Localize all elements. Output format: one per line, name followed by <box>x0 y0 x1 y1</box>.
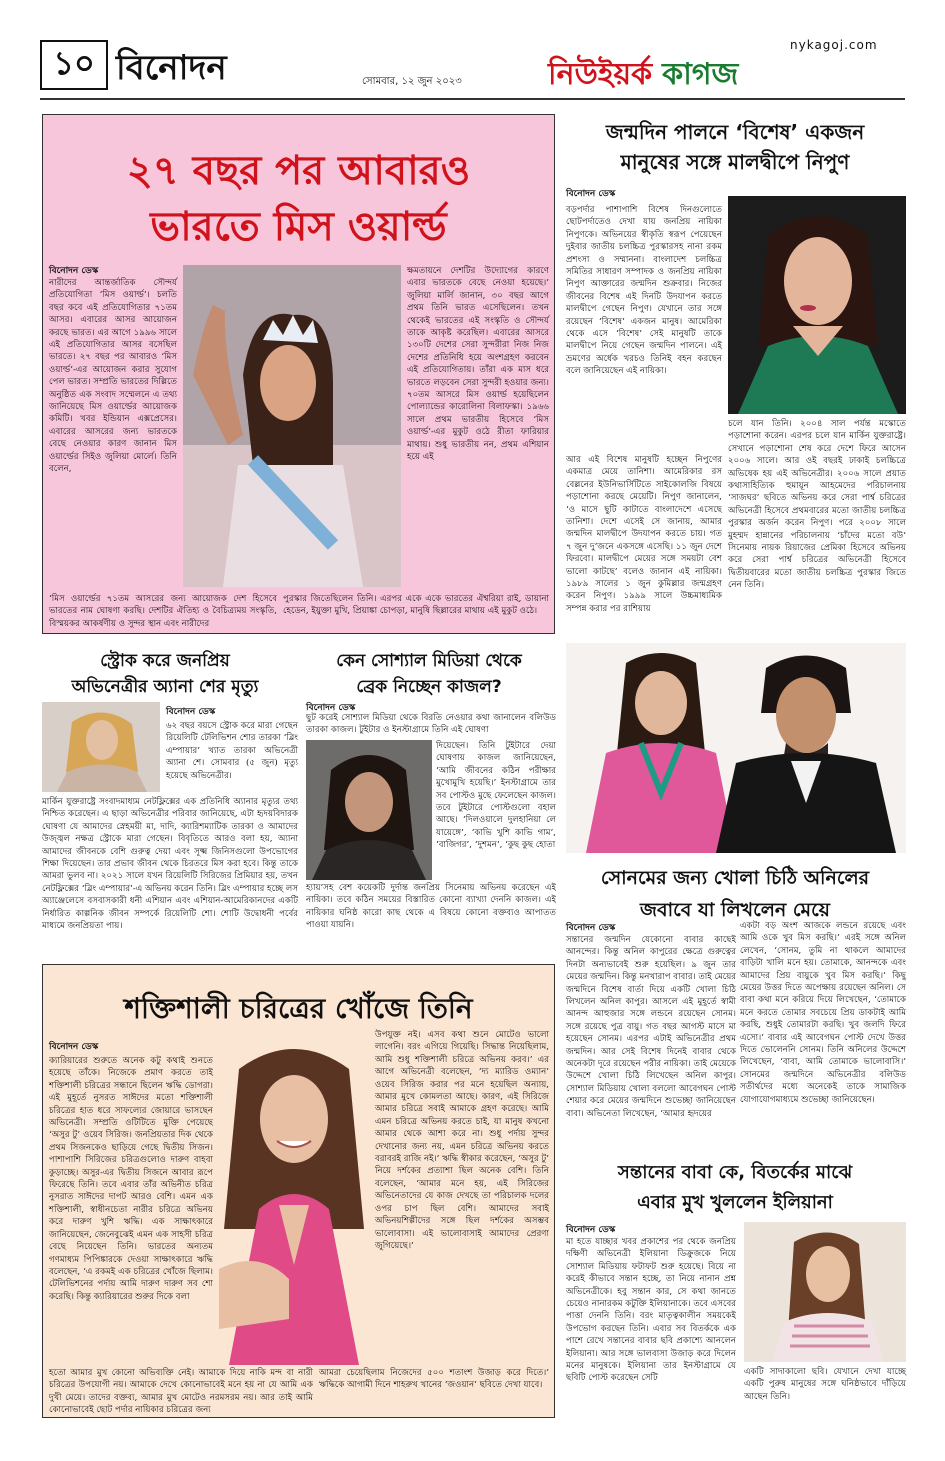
shakti-col-wide: হতো আমার মুখ কোনো অভিব্যক্তি নেই। আমাকে দিয়ে নাকি মন্দ বা নারী চরিত্রের উপযোগী নয়। আমাকে দেখে কোনোভাবেই মনে হয় না যে আমি এক দুখী মেয়ে। তাদের বক্তব্য, আমার মুখ মোটেও নরমসরম নয়। আর তাই আমি কোনোভাবেই ছোট পর্দার নায়িকার চরিত্রের জন্য <box>49 1368 313 1416</box>
sonam-headline-1: সোনমের জন্য খোলা চিঠি অনিলের <box>600 867 870 889</box>
nipun-col2: চলে যান তিনি। ২০০৪ সাল পর্যন্ত মস্কোতে পড়াশোনা করেন। এরপর চলে যান মার্কিন যুক্তরাষ্ট্রে। সেখানে পড়াশোনা শেষ করে দেশে ফিরে আসেন ২০০৬ সালে। আর ওই বছরই ঢাকাই চলচ্চিত্রে অভিষেক হয় এই অভিনেত্রীর। ২০০৬ সালে প্রয়াত কথাসাহিত্যিক হুমায়ূন আহমেদের পরিচালনায় ‘সাজঘর’ ছবিতে অভিনয় করে সেরা পার্শ্ব চরিত্রের অভিনেত্রী হিসেবে প্রথমবারের মতো জাতীয় চলচ্চিত্র পুরস্কার অর্জন করেন নিপুণ। পরে ২০০৮ সালে মুহম্মদ হান্নানের পরিচালনায় ‘চাঁদের মতো বউ’ সিনেমায় নায়ক রিয়াজের প্রেমিকা হিসেবে অভিনয় করে সেরা পার্শ্ব চরিত্রের অভিনেত্রী হিসেবে দ্বিতীয়বারের মতো জাতীয় চলচ্চিত্র পুরস্কার জিতে নেন তিনি। <box>728 419 906 591</box>
section-title: বিনোদন <box>116 48 227 88</box>
kajol-photo <box>306 740 432 880</box>
shakti-col2: উপযুক্ত নই। এসব কথা শুনে মোটেও ভালো লাগেনি। বরং এগিয়ে গিয়েছি। সিদ্ধান্ত নিয়েছিলাম, আমি শুধু শক্তিশালী চরিত্রে অভিনয় করব।’ এর আগে অভিনেত্রী বলেছেন, ‘দ্য ম্যারিড ওম্যান’ ওয়েব সিরিজ করার পর মনে হয়েছিল অন্যায়, আমার মুখে কোমলতা আছে। কারণ, এই সিরিজে আমার চরিত্রে সবাই আমাকে গ্রহণ করেছে। আমি এমন চরিত্রে অভিনয় করতে চাই, যা মানুষ কখনো আমার থেকে আশা করে না। শুধু পর্দায় সুন্দর দেখানোর জন্য নয়, এমন চরিত্রে অভিনয় করতে বরাবরই রাজি নই।’ ঋদ্ধি স্বীকার করেছেন, ‘অসুর টু’ নিয়ে দর্শকের প্রত্যাশা ছিল অনেক বেশি। তিনি বলেছেন, ‘আমার মনে হয়, এই সিরিজের অভিনেতাদের যে কাজ দেখছে তা পরিচালক দলের ওপর চাপ ছিল বেশি। আমাদের সবাই অভিনয়শিল্পীদের সঙ্গে ছিল দর্শকের অসম্ভব ভালোবাসা। এই ভালোবাসাই আমাদের প্রেরণা জুগিয়েছে।’ <box>375 1030 549 1251</box>
sonam-col1: সন্তানের জন্মদিন যেকোনো বাবার কাছেই আনন্দের। কিন্তু অনিল কাপুরের ক্ষেত্রে গুরুত্বের দিনটা অন্যভাবেই শুরু হয়েছিল। ৯ জুন তার মেয়ের জন্মদিন। কিন্তু মনখারাপ বাবার। তাই মেয়ের জন্মদিনে বিশেষ বার্তা দিয়ে একটি খোলা চিঠি লিখলেন অনিল কাপুর। আসলে এই মুহূর্তে স্বামী আনন্দ আহুজার সঙ্গে লন্ডনে রয়েছেন সোনম। সঙ্গে রয়েছে পুত্র বায়ু। গত বছর আগস্ট মাসে মা হয়েছেন সোনম। এরপর এটাই অভিনেত্রীর প্রথম জন্মদিন। আর সেই বিশেষ দিনেই বাবার থেকে অনেকটা দূরে রয়েছেন পরীর নায়িকা। তাই মেয়েকে উদ্দেশে খোলা চিঠি লিখেছেন অনিল কাপুর। সোশ্যাল মিডিয়ায় খোলা বললো আবেগঘন পোস্ট শেয়ার করে মেয়ের জন্মদিনে শুভেচ্ছা জানিয়েছেন বাবা। অভিনেতা লিখেছেন, ‘আমার হৃদয়ের <box>566 935 737 1119</box>
miss-world-headline-2: ভারতে মিস ওয়ার্ল্ড <box>150 204 447 250</box>
miss-world-col-wide: ‘মিস ওয়ার্ল্ডের ৭১তম আসরের জন্য আয়োজক দেশ হিসেবে ভারতের নাম ঘোষণা করছি। দেশটির ঐতিহ্য ও বৈচিত্র্যময় সংস্কৃতি, বিস্ময়কর আকর্ষণীয় ও সুন্দর স্থান এবং নারীদের <box>49 594 277 629</box>
kajol-col-right: দিয়েছেন। তিনি টুইটারে দেয়া ঘোষণায় কাজল জানিয়েছেন, ‘আমি জীবনের কঠিন পরীক্ষার মুখোমুখি হয়েছি।’ ইনস্টাগ্রামে তার সব পোস্টও মুছে ফেলেছেন কাজল। তবে টুইটারে পোস্টগুলো বহাল আছে। ‘দিলওয়ালে দুলহানিয়া লে যায়েঙ্গে’, ‘কাভি খুশি কাভি গাম’, ‘বাজিগর’, ‘দুশমন’, ‘কুছ কুছ হোতা <box>436 741 556 851</box>
shakti-byline: বিনোদন ডেস্ক <box>49 1042 99 1052</box>
miss-world-article <box>42 114 555 634</box>
site-url: nykagoj.com <box>790 38 878 52</box>
ileana-headline-1: সন্তানের বাবা কে, বিতর্কের মাঝে <box>617 1162 853 1183</box>
masthead-rule <box>40 98 905 100</box>
nipun-byline: বিনোদন ডেস্ক <box>566 189 616 199</box>
brand-right: কাগজ <box>662 57 739 92</box>
kajol-headline-2: ব্রেক নিচ্ছেন কাজল? <box>356 677 502 697</box>
ileana-col1: মা হতে যাচ্ছার খবর প্রকাশের পর থেকে জনপ্রিয় দক্ষিণী অভিনেত্রী ইলিয়ানা ডিক্রুজকে নিয়ে সোশ্যাল মিডিয়ায় ফটাফট শুরু হয়েছে। বিয়ে না করেই কীভাবে সন্তান হচ্ছে, তা নিয়ে নানান প্রশ্ন অভিনেত্রীকে। হবু সন্তান কার, সে কথা জানতে চেয়েও নানারকম কটুক্তি ইলিয়ানাকে। তবে এসবের পাত্তা দেননি তিনি। বরং মাতৃত্বকালীন সময়কেই উপভোগ করছেন তিনি। এবার সব বিতর্ককে এক পাশে রেখে সন্তানের বাবার ছবি প্রকাশ্যে আনলেন ইলিয়ানা। আর সঙ্গে ভালবাসা উজাড় করে দিলেন মনের মানুষকে। ইলিয়ানা তার ইনস্টাগ্রামে যে ছবিটি পোস্ট করেছেন সেটি <box>566 1237 736 1384</box>
kajol-headline-1: কেন সোশ্যাল মিডিয়া থেকে <box>336 651 522 671</box>
shakti-col1: ক্যারিয়ারের শুরুতে অনেক কটু কথাই শুনতে হয়েছে তাঁকে। নিজেকে প্রমাণ করতে তাই শক্তিশালী চরিত্রের সন্ধানে ছিলেন ঋদ্ধি ডোগরা। এই মুহূর্তে নুসরত সাঈদের মতো শক্তিশালী চরিত্রের হাত ধরে সাফল্যের জোয়ারে ভাসছেন অভিনেত্রী। সম্প্রতি ওটিটিতে মুক্তি পেয়েছে ‘অসুর টু’ ওয়েব সিরিজ। জনপ্রিয়তার দিক থেকে প্রথম সিজনকেও ছাড়িয়ে গেছে দ্বিতীয় সিজন। পাশাপাশি সিরিজের চরিত্রগুলোও দারুণ বাহবা কুড়াচ্ছে। অসুর-এর দ্বিতীয় সিজনে আবার রূপে ফিরেছে তিনি। তবে এবার তাঁর অভিনীত চরিত্র নুসরাত সাঈদের দাপট আরও বেশি। এমন এক শক্তিশালী, স্বাধীনচেতা নারীর চরিত্রে অভিনয় করে দারুণ খুশি ঋদ্ধি। এক সাক্ষাৎকারে জানিয়েছেন, জেনেবুঝেই এমন এক সাহসী চরিত্র বেছে নিয়েছেন তিনি। ভারতের অন্যতম গণমাধ্যম পিপিঙ্কারকে দেওয়া সাক্ষাৎকারে ঋদ্ধি বলেছেন, ‘এ রকমই এক চরিত্রের খোঁজে ছিলাম। টেলিভিশনের পর্দায় আমি দারুণ দারুণ সব শো করেছি। কিন্তু ক্যারিয়ারের শুরুর দিকে বলা <box>49 1056 213 1302</box>
ileana-caption: একটি সাদাকালো ছবি। যেখানে দেখা যাচ্ছে একটি পুরুষ মানুষের সঙ্গে ঘনিষ্ঠভাবে দাঁড়িয়ে আছেন তিনি। <box>744 1367 906 1402</box>
nipun-headline-1: জন্মদিন পালনে ‘বিশেষ’ একজন <box>605 120 865 144</box>
miss-world-col2-tail: পুরস্কার জিতেছিলেন তিনি। এরপর একে একে ভারতের ঐশ্বরিয়া রাই, ডায়ানা হেডেন, ইয়ুক্তা মুখি, প্রিয়াঙ্কা চোপড়া, মানুষি ছিল্লারের মাথায় এই মুকুট ওঠে। <box>283 594 549 617</box>
shakti-col2-tail: আমরা চেয়েছিলাম নিজেদের ৫০০ শতাংশ উজাড় করে দিতে।’ ঋদ্ধিকে আগামী দিনে শাহরুখ খানের ‘জওয়ান’ ছবিতে দেখা যাবে। <box>319 1368 549 1391</box>
sonam-anil-photo <box>566 643 906 853</box>
miss-world-photo <box>183 265 401 587</box>
kajol-col-top: ছুট করেই সোশ্যাল মিডিয়া থেকে বিরতি নেওয়ার কথা জানালেন বলিউড তারকা কাজল। টুইটার ও ইনস্টাগ্রামে তিনি এই ঘোষণা <box>306 713 556 736</box>
sonam-byline: বিনোদন ডেস্ক <box>566 923 616 933</box>
shakti-photo <box>219 1029 369 1365</box>
anna-photo <box>42 702 160 792</box>
page-number-box <box>40 40 108 90</box>
nipun-col1: বড়পর্দার পাশাপাশি বিশেষ দিনগুলোতে ছোটপর্দাতেও দেখা যায় জনপ্রিয় নায়িকা নিপুণকে। অভিনয়ের স্বীকৃতি স্বরূপ পেয়েছেন দুইবার জাতীয় চলচ্চিত্র পুরস্কারসহ নানা রকম প্রশংসা ও সম্মাননা। বাংলাদেশ চলচ্চিত্র সমিতির সাধারণ সম্পাদক ও জনপ্রিয় নায়িকা নিপুণ আক্তারের জন্মদিন শুক্রবার। নিজের জীবনের বিশেষ এই দিনটি উদযাপন করতে মালদ্বীপে গেছেন নিপুণ। যেখানে তার সঙ্গে রয়েছেন ‘বিশেষ’ একজন মানুষ। আমেরিকা থেকে এসে ‘বিশেষ’ সেই মানুষটি তাকে মালদ্বীপে নিয়ে গেছেন জন্মদিন পালনে। এই ভ্রমণের অর্ধেক খরচও তিনিই বহন করছেন বলে জানিয়েছেন এই নায়িকা। <box>566 205 722 377</box>
kajol-col-wide: হ্যায়’সহ বেশ কয়েকটি দুর্দান্ত জনপ্রিয় সিনেমায় অভিনয় করেছেন এই নায়িকা। তবে কঠিন সময়ের বিস্তারিত কোনো ব্যাখ্যা দেননি কাজল। এই নায়িকার ঘনিষ্ঠ কারো কাছ থেকে এ বিষয়ে কোনো বক্তব্যও আপাতত পাওয়া যায়নি। <box>306 883 556 931</box>
kajol-byline: বিনোদন ডেস্ক <box>306 703 356 713</box>
nipun-photo <box>728 196 906 414</box>
miss-world-byline: বিনোদন ডেস্ক <box>49 266 99 276</box>
ileana-photo <box>744 1222 906 1362</box>
anna-col-top: ৬২ বছর বয়সে স্ট্রোক করে মারা গেছেন রিয়েলিটি টেলিভিশন শোর তারকা ‘ব্লিং এম্পায়ার’ খ্যাত তারকা অভিনেত্রী অ্যানা শে। সোমবার (৫ জুন) মৃত্যু হয়েছে অভিনেত্রীর। <box>166 721 298 781</box>
anna-byline: বিনোদন ডেস্ক <box>166 707 216 717</box>
nipun-col-wide: আর এই বিশেষ মানুষটি হচ্ছেন নিপুণের একমাত্র মেয়ে তানিশা। আমেরিকার রস বেল্লনের ইউনিভার্সিটিতে সাইকোলজি বিষয়ে পড়াশোনা করছে মেয়েটি। নিপুণ জানালেন, ‘ও মাসে ছুটি কাটাতে বাংলাদেশে এসেছে তানিশা। দেশে এসেই সে জানায়, আমার জন্মদিন মালদ্বীপে উদযাপন করতে চায়। গত ৭ জুন দু’জনে একসঙ্গে এসেছি। ১১ জুন দেশে ফিরবো। মালদ্বীপে মেয়ের সঙ্গে সময়টা বেশ ভালো কাটছে’ বলেও জানান এই নায়িকা। ১৯৮৯ সালের ১ জুন কুমিল্লার জন্মগ্রহণ করেন নিপুণ। ১৯৯৯ সালে উচ্চমাধ্যমিক সম্পন্ন করার পর রাশিয়ায় <box>566 455 722 614</box>
ileana-byline: বিনোদন ডেস্ক <box>566 1225 616 1235</box>
anna-headline-2: অভিনেত্রীর অ্যানা শের মৃত্যু <box>71 677 259 697</box>
miss-world-col1: নারীদের আন্তর্জাতিক সৌন্দর্য প্রতিযোগিতা ‘মিস ওয়ার্ল্ড’। চলতি বছর কবে এই প্রতিযোগিতার ৭১তম আসর। এবারের আসর আয়োজন করছে ভারত। এর আগে ১৯৯৬ সালে এই প্রতিযোগিতার আসর বসেছিল ভারতে। ২৭ বছর পর আবারও ‘মিস ওয়ার্ল্ড’-এর আয়োজন করার সুযোগ পেল ভারত। সম্প্রতি ভারতের দিল্লিতে অনুষ্ঠিত এক সংবাদ সম্মেলনে এ তথ্য জানিয়েছে মিস ওয়ার্ল্ডের আয়োজক কমিটি। খবর ইন্ডিয়ান এক্সপ্রেসের। এবারের আসরের জন্য ভারতকে বেছে নেওয়ার কারণ জানান মিস ওয়ার্ল্ডের সিইও জুলিয়া মোর্লে। তিনি বলেন, <box>49 278 177 475</box>
miss-world-col2: ক্ষমতায়নে দেশটির উদ্যোগের কারণে এবার ভারতকে বেছে নেওয়া হয়েছে।’ জুলিয়া মার্লি জানান, ৩০ বছর আগে প্রথম তিনি ভারত এসেছিলেন। তখন থেকেই ভারতের এই সংস্কৃতি ও সৌন্দর্য তাকে আকৃষ্ট করেছিল। এবারের আসরে ১৩০টি দেশের সেরা সুন্দরীরা নিজ নিজ দেশের প্রতিনিধি হয়ে অংশগ্রহণ করবেন এই প্রতিযোগিতায়। তাঁরা এক মাস ধরে ভারতে লড়বেন সেরা সুন্দরী হওয়ার জন্য। ৭০তম আসরে মিস ওয়ার্ল্ড হয়েছিলেন পোল্যান্ডের কারোলিনা বিলাফস্কা। ১৯৬৬ সালে প্রথম ভারতীয় হিসেবে ‘মিস ওয়ার্ল্ড’-এর মুকুট ওঠে রীতা ফারিয়ার মাথায়। শুধু ভারতীয় নন, প্রথম এশিয়ান হয়ে এই <box>407 266 549 463</box>
brand-left: নিউইয়র্ক <box>548 57 653 92</box>
shakti-article <box>42 964 555 1418</box>
page-number: ১০ <box>53 44 95 82</box>
anna-col-wide: মার্কিন যুক্তরাষ্ট্রে সংবাদমাধ্যম নেটফ্লিক্সের এক প্রতিনিধি অ্যানার মৃত্যুর তথ্য নিশ্চিত করেছেন। এ ছাড়া অভিনেত্রীর পরিবার জানিয়েছে, এটা হৃদয়বিদারক ঘোষণা যে আমাদের স্নেহময়ী মা, দাদি, ক্যারিশম্যাটিক তারকা ও আমাদের উজ্জ্বল নক্ষত্র স্ট্রোকে মারা গেছেন। বিবৃতিতে আরও বলা হয়, অ্যানা আমাদের জীবনকে বেশি গুরুত্ব দেয়া এবং সূক্ষ্ম জিনিসগুলো উপভোগের শিক্ষা দিয়েছেন। তার প্রভাব জীবন থেকে চিরতরে মিস করা হবে। কিন্তু তাকে আমরা ভুলব না। ২০২১ সালে যখন রিয়েলিটি সিরিজের প্রিমিয়ার হয়, তখন নেটফ্লিক্সের ‘ব্লিং এম্পায়ার’-এ অভিনয় করেন তিনি। ব্লিং এম্পায়ার হচ্ছে লস অ্যাঞ্জেলেসে বসবাসকারী ধনী এশিয়ান এবং এশিয়ান-আমেরিকানদের একটি নির্ধারিত কাল্পনিক জীবন সম্পর্কে রিয়েলিটি শো। শোটি উদ্বোধনী পর্বের মাধ্যমে জনপ্রিয়তা পায়। <box>42 797 298 932</box>
nipun-headline-2: মানুষের সঙ্গে মালদ্বীপে নিপুণ <box>620 150 850 174</box>
sonam-col2: একটা বড় অংশ আজকে লন্ডনে রয়েছে এবং আমি ওকে খুব মিস করছি।’ এরই সঙ্গে অনিল লেখেন, ‘সোনম, তুমি না থাকলে আমাদের বাড়িটা খালি মনে হয়। তোমাকে, আনন্দকে এবং আমাদের প্রিয় বায়ুকে খুব মিস করছি।’ কিছু মেয়ের উত্তর দিতে অপেক্ষায় রয়েছেন অনিল। সে বাবা কথা মনে করিয়ে দিয়ে লিখেছেন, ‘তোমাকে মনে করতে তোমার সবচেয়ে প্রিয় ডাকটাই আমি করছি, শুধুই তোমারটা করছি। খুব জলদি ফিরে এসো।’ বাবার এই আবেগঘন পোস্ট দেখে উত্তর দিতে ভোলেননি সোনম। তিনি অনিলের উদ্দেশে লিখেছেন, ‘বাবা, আমি তোমাকে ভালোবাসি।’ সোনমের জন্মদিনে অভিনেত্রীর বলিউড সতীর্থদের মধ্যে অনেকেই তাকে সামাজিক যোগাযোগমাধ্যমে শুভেচ্ছা জানিয়েছেন। <box>740 921 906 1105</box>
sonam-headline-2: জবাবে যা লিখলেন মেয়ে <box>640 899 830 921</box>
anna-headline-1: স্ট্রোক করে জনপ্রিয় <box>100 651 230 671</box>
miss-world-headline-1: ২৭ বছর পর আবারও <box>126 148 471 194</box>
issue-date: সোমবার, ১২ জুন ২০২৩ <box>362 76 462 87</box>
ileana-headline-2: এবার মুখ খুললেন ইলিয়ানা <box>637 1192 833 1213</box>
shakti-headline: শক্তিশালী চরিত্রের খোঁজে তিনি <box>124 992 473 1025</box>
brand-logo <box>548 50 738 101</box>
